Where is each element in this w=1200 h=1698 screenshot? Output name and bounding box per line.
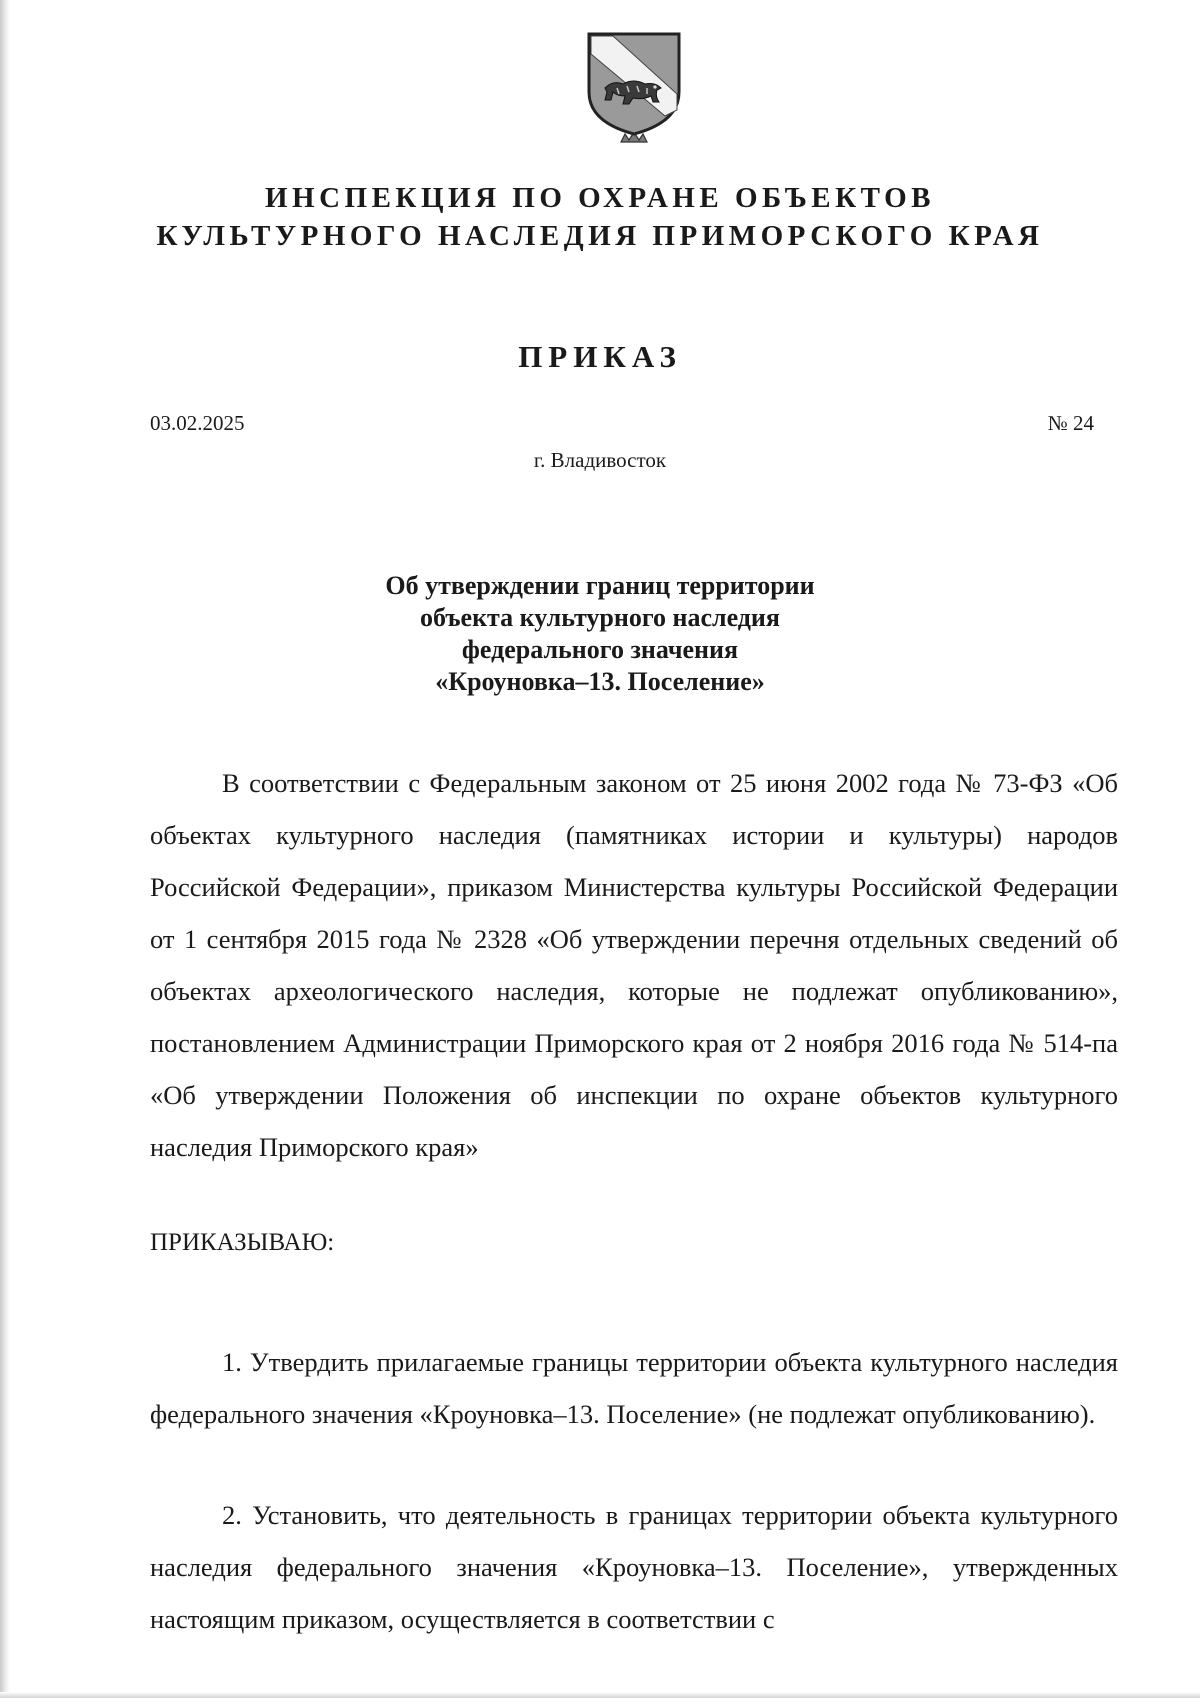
preamble-paragraph [150,757,1118,1173]
document-date: 03.02.2025 [150,411,245,435]
scan-edge-left [0,0,10,1698]
preamble-text: В соответствии с Федеральным законом от 25 июня 2002 года № 73-ФЗ «Об объектах культурного наследия (памятниках истории и культуры) народов Российской Федерации», приказом Министерства культуры Российской Федерации от 1 сентября 2015 года № 2328 «Об утверждении перечня отдельных сведений об объектах археологического наследия, которые не подлежат опубликованию», постановлением Администрации Приморского края от 2 ноября 2016 года № 514-па «Об утверждении Положения об инспекции по охране объектов культурного наследия Приморского края» [150,768,1118,1162]
subject-line1: Об утверждении границ территории [385,571,815,600]
subject-line2: объекта культурного наследия [420,603,780,632]
subject-line3: федерального значения [461,635,739,664]
organization-name-line1: ИНСПЕКЦИЯ ПО ОХРАНЕ ОБЪЕКТОВ [264,182,936,214]
coat-of-arms-icon [583,30,685,154]
subject-line4: «Кроуновка–13. Поселение» [435,667,765,696]
document-number: № 24 [1047,411,1094,435]
document-city: г. Владивосток [533,448,667,472]
document-type: ПРИКАЗ [518,339,682,374]
order-item-2 [150,1489,1118,1645]
order-item-2-text: 2. Установить, что деятельность в границах территории объекта культурного наследия федерального значения «Кроуновка–13. Поселение», утвержденных настоящим приказом, осуществляется в соответствии с [150,1500,1118,1634]
decree-word: ПРИКАЗЫВАЮ: [150,1229,335,1256]
organization-name-line2: КУЛЬТУРНОГО НАСЛЕДИЯ ПРИМОРСКОГО КРАЯ [156,220,1044,252]
scan-edge-bottom [0,1692,1200,1698]
order-item-1-text: 1. Утвердить прилагаемые границы территории объекта культурного наследия федерального значения «Кроуновка–13. Поселение» (не подлежат опубликованию). [150,1347,1118,1429]
order-item-1 [150,1336,1118,1440]
